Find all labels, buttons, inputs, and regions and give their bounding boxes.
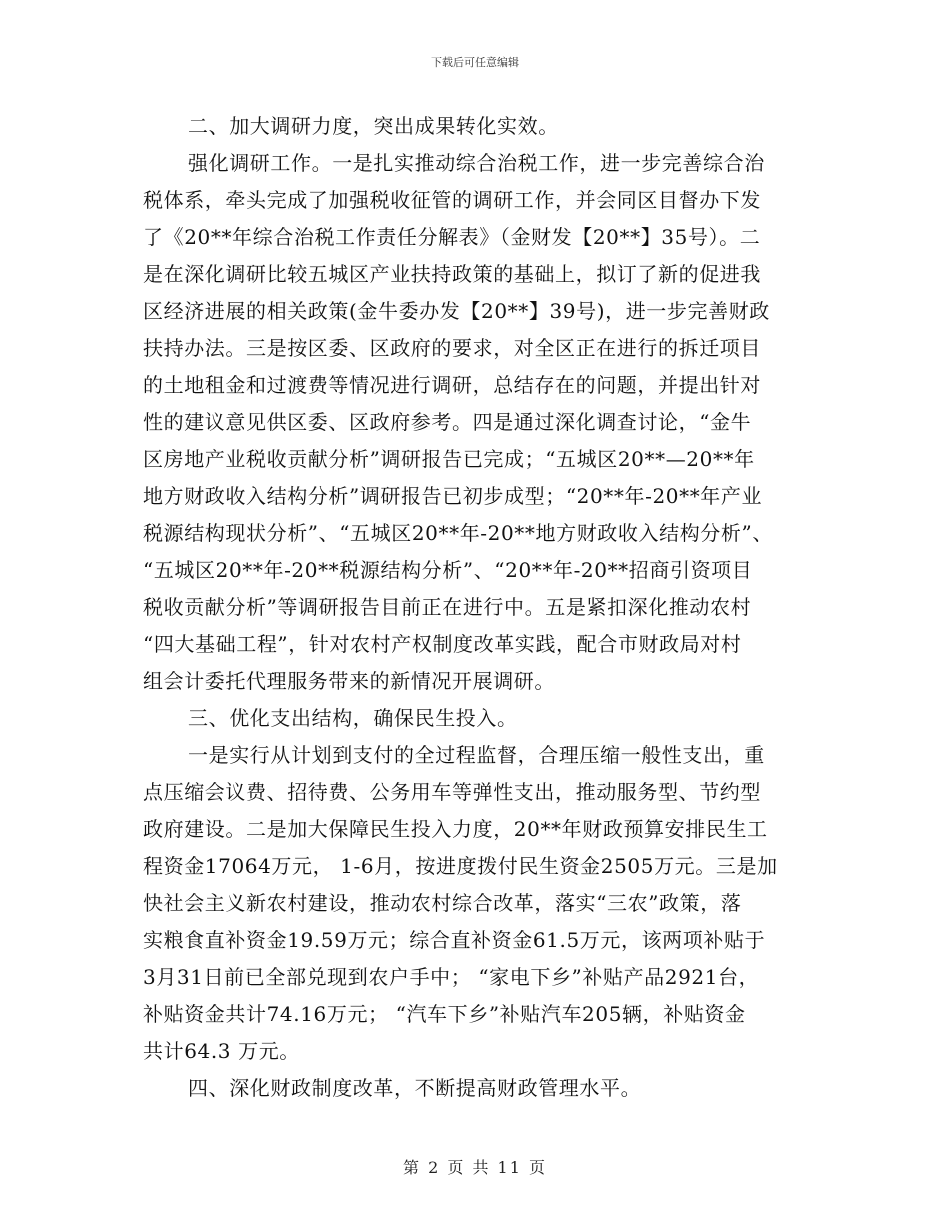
header-note: 下载后可任意编辑 xyxy=(431,56,519,69)
paragraph-line: 快社会主义新农村建设，推动农村综合改革，落实“三农”政策，落 xyxy=(143,891,742,915)
paragraph-line: 区经济进展的相关政策(金牛委办发【20**】39号)，进一步完善财政 xyxy=(143,299,770,323)
paragraph-line: 补贴资金共计74.16万元； “汽车下乡”补贴汽车205辆，补贴资金 xyxy=(143,1002,746,1026)
paragraph-line: 实粮食直补资金19.59万元；综合直补资金61.5万元，该两项补贴于 xyxy=(143,928,766,952)
paragraph-line: 地方财政收入结构分析”调研报告已初步成型；“20**年-20**年产业 xyxy=(143,484,763,508)
section-heading-2: 二、加大调研力度，突出成果转化实效。 xyxy=(188,114,559,138)
paragraph-line: 共计64.3 万元。 xyxy=(143,1039,300,1063)
paragraph-line: 扶持办法。三是按区委、区政府的要求，对全区正在进行的拆迁项目 xyxy=(143,336,761,360)
paragraph-line: 3月31日前已全部兑现到农户手中； “家电下乡”补贴产品2921台， xyxy=(143,965,760,989)
paragraph-line: 是在深化调研比较五城区产业扶持政策的基础上，拟订了新的促进我 xyxy=(143,262,761,286)
paragraph-line: 政府建设。二是加大保障民生投入力度，20**年财政预算安排民生工 xyxy=(143,817,768,841)
paragraph-line: 强化调研工作。一是扎实推动综合治税工作，进一步完善综合治 xyxy=(188,151,765,175)
section-heading-4: 四、深化财政制度改革，不断提高财政管理水平。 xyxy=(188,1076,642,1100)
paragraph-line: 了《20**年综合治税工作责任分解表》（金财发【20**】35号）。二 xyxy=(143,225,761,249)
paragraph-line: 区房地产业税收贡献分析”调研报告已完成；“五城区20**—20**年 xyxy=(143,447,755,471)
paragraph-line: 一是实行从计划到支付的全过程监督，合理压缩一般性支出，重 xyxy=(188,743,765,767)
paragraph-line: 的土地租金和过渡费等情况进行调研，总结存在的问题，并提出针对 xyxy=(143,373,761,397)
page-number-footer: 第 2 页 共 11 页 xyxy=(403,1158,547,1177)
paragraph-line: 税体系，牵头完成了加强税收征管的调研工作，并会同区目督办下发 xyxy=(143,188,761,212)
document-body xyxy=(143,108,811,1107)
paragraph-line: 税源结构现状分析”、“五城区20**年-20**地方财政收入结构分析”、 xyxy=(143,521,773,545)
section-heading-3: 三、优化支出结构，确保民生投入。 xyxy=(188,706,518,730)
paragraph-line: 税收贡献分析”等调研报告目前正在进行中。五是紧扣深化推动农村 xyxy=(143,595,752,619)
paragraph-line: “五城区20**年-20**税源结构分析”、“20**年-20**招商引资项目 xyxy=(143,558,753,582)
paragraph-line: 组会计委托代理服务带来的新情况开展调研。 xyxy=(143,669,555,693)
paragraph-line: 程资金17064万元， 1-6月，按进度拨付民生资金2505万元。三是加 xyxy=(143,854,778,878)
paragraph-line: “四大基础工程”，针对农村产权制度改革实践，配合市财政局对村 xyxy=(143,632,742,656)
paragraph-line: 点压缩会议费、招待费、公务用车等弹性支出，推动服务型、节约型 xyxy=(143,780,761,804)
paragraph-line: 性的建议意见供区委、区政府参考。四是通过深化调查讨论，“金牛 xyxy=(143,410,752,434)
